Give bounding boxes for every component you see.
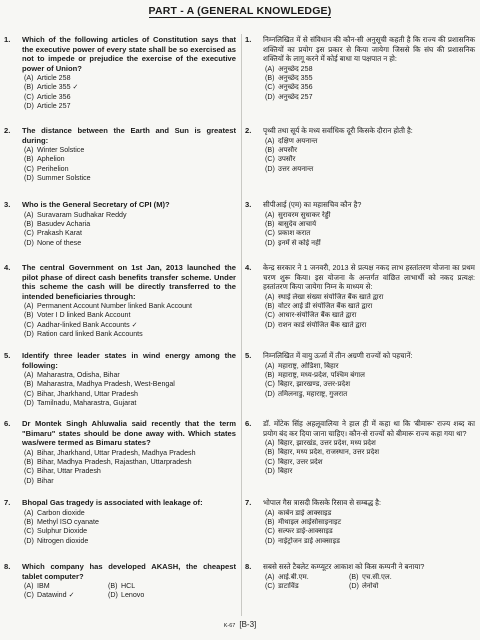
option-b: (B) एच.सी.एल. <box>349 572 392 581</box>
option-a: (A) IBM <box>24 582 50 590</box>
option-d: (D) उत्तर अयनान्त <box>265 164 314 173</box>
section-title: PART - A (GENERAL KNOWLEDGE) <box>148 5 332 17</box>
booklet-code: K-67 <box>223 623 236 629</box>
tick-mark-icon: ✓ <box>68 592 75 600</box>
option-d: (D) नाईट्रोजन डाई आक्साइड <box>265 536 340 545</box>
option-a: (A) Permanent Account Number linked Bank Account <box>24 302 192 310</box>
question-4-hi <box>245 263 475 330</box>
question-7-en <box>4 498 236 546</box>
option-a: (A) Carbon dioxide <box>24 508 85 517</box>
tick-mark-icon: ✓ <box>72 84 79 92</box>
question-text: Which of the following articles of Constitution says that the executive power of every state shall be so exercised as not to impede or prejudice the exercise of the executive power of Union? <box>22 35 236 73</box>
question-4-en <box>4 263 236 340</box>
question-text: भोपाल गैस त्रासदी किसके रिसाव से सम्बद्ध है: <box>263 498 381 507</box>
option-c: (C) Bihar, Uttar Pradesh <box>24 467 101 476</box>
option-c: (C) सल्फर डाई-आक्साइड <box>265 527 333 536</box>
question-1-hi <box>245 35 475 102</box>
question-number: 3. <box>4 200 11 209</box>
question-text: Identify three leader states in wind energy among the following: <box>22 351 236 370</box>
option-c: (C) उपसौर <box>265 155 296 164</box>
option-b: (B) Methyl ISO cyanate <box>24 517 99 526</box>
option-b: (B) Voter I D linked Bank Account <box>24 311 131 320</box>
option-c: (C) Sulphur Dioxide <box>24 527 88 536</box>
option-c: (C) Prakash Karat <box>24 229 82 238</box>
question-3-en <box>4 200 236 248</box>
tick-mark-icon: ✓ <box>131 321 138 329</box>
question-6-en <box>4 419 236 486</box>
question-number: 2. <box>4 126 11 135</box>
column-divider <box>241 34 242 616</box>
option-d: (D) Tamilnadu, Maharastra, Gujarat <box>24 399 137 408</box>
option-b: (B) महाराष्ट्र, मध्य-प्रदेश, पश्चिम बंगाल <box>265 370 365 379</box>
option-c: (C) Perihelion <box>24 164 69 173</box>
option-c: (C) बिहार, उत्तर प्रदेश <box>265 457 323 466</box>
option-b: (B) Basudev Acharia <box>24 219 91 228</box>
question-text: Which company has developed AKASH, the cheapest tablet computer? <box>22 562 236 581</box>
option-a: (A) सुरावरम सुधाकर रेड्डी <box>265 210 331 219</box>
question-number: 8. <box>4 562 11 571</box>
question-number: 8. <box>245 562 252 571</box>
question-number: 6. <box>4 419 11 428</box>
question-text: Dr Montek Singh Ahluwalia said recently that the term "Bimaru" states should be done away with. Which states was/were termed as Bimaru states? <box>22 419 236 447</box>
option-c: (C) डाटाविंड <box>265 581 299 590</box>
option-d: (D) Nitrogen dioxide <box>24 536 89 545</box>
option-a: (A) दक्षिण अयनान्त <box>265 136 318 145</box>
question-text: सीपीआई (एम) का महासचिव कौन है? <box>263 200 362 209</box>
option-c: (C) Aadhar-linked Bank Accounts ✓ <box>24 320 138 329</box>
question-number: 3. <box>245 200 252 209</box>
question-number: 7. <box>245 498 252 507</box>
question-text: पृथ्वी तथा सूर्य के मध्य सर्वाधिक दूरी किसके दौरान होती है: <box>263 126 413 135</box>
question-number: 1. <box>4 35 11 44</box>
option-a: (A) स्थाई लेखा संख्या संयोजित बैंक खाते द्वारा <box>265 292 384 301</box>
option-d: (D) Ration card linked Bank Accounts <box>24 330 143 339</box>
question-text: सबसे सस्ते टैबलेट कम्प्यूटर आकाश को किस कम्पनी ने बनाया? <box>263 562 425 571</box>
option-a: (A) Maharastra, Odisha, Bihar <box>24 371 120 379</box>
option-a: (A) Bihar, Jharkhand, Uttar Pradesh, Madhya Pradesh <box>24 448 196 457</box>
question-number: 6. <box>245 419 252 428</box>
question-8-hi <box>245 562 475 591</box>
question-number: 4. <box>4 263 11 272</box>
question-text: डॉ. मोंटेक सिंह अहलूवालिया ने हाल ही में कहा था कि 'बीमारू' राज्य शब्द का प्रयोग बंद कर दिया जाना चाहिए। कौन-से राज्यों को बीमारू राज्य कहा गया था? <box>263 419 475 438</box>
option-a: (A) Suravaram Sudhakar Reddy <box>24 210 127 219</box>
option-d: (D) None of these <box>24 238 82 247</box>
option-c: (C) Bihar, Jharkhand, Uttar Pradesh <box>24 389 138 398</box>
question-5-hi <box>245 351 475 399</box>
question-number: 1. <box>245 35 252 44</box>
option-a: (A) कार्बन डाई आक्साइड <box>265 508 332 517</box>
question-1-en <box>4 35 236 112</box>
option-a: (A) Article 258 <box>24 74 71 82</box>
option-a: (A) अनुच्छेद 258 <box>265 64 313 73</box>
option-d: (D) बिहार <box>265 467 293 476</box>
option-d: (D) Summer Solstice <box>24 174 91 183</box>
question-number: 7. <box>4 498 11 507</box>
question-8-en <box>4 562 236 601</box>
page-number: [B-3] <box>239 620 257 629</box>
option-b: (B) Aphelion <box>24 155 65 164</box>
option-b: (B) मीथाइल आईसोसाइनाइट <box>265 517 342 526</box>
question-2-en <box>4 126 236 184</box>
option-b: (B) Article 355 ✓ <box>24 83 79 92</box>
question-text: The distance between the Earth and Sun is greatest during: <box>22 126 236 145</box>
option-a: (A) आई.बी.एम. <box>265 572 309 581</box>
option-d: (D) इनमें से कोई नहीं <box>265 238 321 247</box>
option-d: (D) Lenovo <box>108 591 145 600</box>
question-2-hi <box>245 126 475 174</box>
question-number: 5. <box>4 351 11 360</box>
option-b: (B) Maharastra, Madhya Pradesh, West-Bengal <box>24 380 175 389</box>
option-b: (B) अपसौर <box>265 145 297 154</box>
option-d: (D) अनुच्छेद 257 <box>265 92 313 101</box>
option-c: (C) आधार-संयोजित बैंक खाते द्वारा <box>265 311 357 320</box>
option-b: (B) बिहार, मध्य प्रदेश, राजस्थान, उत्तर प्रदेश <box>265 448 380 457</box>
question-number: 5. <box>245 351 252 360</box>
option-b: (B) बासुदेव आचार्य <box>265 219 317 228</box>
question-3-hi <box>245 200 475 248</box>
option-b: (B) HCL <box>108 582 136 590</box>
question-5-en <box>4 351 236 409</box>
question-7-hi <box>245 498 475 546</box>
option-a: (A) बिहार, झारखंड, उत्तर प्रदेश, मध्य प्रदेश <box>265 439 376 447</box>
question-number: 4. <box>245 263 252 272</box>
question-text: The central Government on 1st Jan, 2013 launched the pilot phase of direct cash benefits transfer scheme. Under this scheme the cash will be directly transferred to the intended beneficiaries through: <box>22 263 236 301</box>
section-header <box>0 5 480 17</box>
option-c: (C) बिहार, झारखण्ड, उत्तर-प्रदेश <box>265 380 351 389</box>
option-d: (D) Article 257 <box>24 102 71 111</box>
option-b: (B) वोटर आई डी संयोजित बैंक खाते द्वारा <box>265 301 373 310</box>
option-a: (A) महाराष्ट्र, ओडिशा, बिहार <box>265 361 339 370</box>
option-c: (C) Datawind ✓ <box>24 591 75 600</box>
question-text: निम्नलिखित में से संविधान की कौन-सी अनुसूची कहती है कि राज्य की प्रशासनिक शक्तियों का प्रयोग इस प्रकार से किया जायेगा जिससे कि संघ की प्रशासनिक शक्तियों के लागू करने में कोई बाधा या पक्षपात न हो: <box>263 35 475 63</box>
question-text: Who is the General Secretary of CPI (M)? <box>22 200 170 209</box>
option-b: (B) Bihar, Madhya Pradesh, Rajasthan, Uttarpradesh <box>24 457 192 466</box>
option-d: (D) तमिलनाडु, महाराष्ट्र, गुजरात <box>265 389 348 398</box>
option-a: (A) Winter Solstice <box>24 146 85 154</box>
option-c: (C) प्रकाश करात <box>265 229 311 238</box>
option-d: (D) राशन कार्ड संयोजित बैंक खाते द्वारा <box>265 320 367 329</box>
question-text: निम्नलिखित में वायु ऊर्जा में तीन अग्रणी राज्यों को पहचानें: <box>263 351 413 360</box>
option-b: (B) अनुच्छेद 355 <box>265 73 313 82</box>
option-c: (C) अनुच्छेद 356 <box>265 83 313 92</box>
question-text: Bhopal Gas tragedy is associated with leakage of: <box>22 498 203 507</box>
option-c: (C) Article 356 <box>24 92 71 101</box>
page-footer <box>0 620 480 629</box>
question-text: केन्द्र सरकार ने 1 जनवरी, 2013 से प्रत्यक्ष नकद लाभ हस्तांतरण योजना का प्रथम चरण शुरू किया। इस योजना के अन्तर्गत वांछित लाभार्थी को नकद प्रत्यक्ष: हस्तांतरण किया जायेगा निम्न के माध्यम से: <box>263 263 475 291</box>
question-number: 2. <box>245 126 252 135</box>
option-d: (D) लेनोवो <box>349 581 379 590</box>
option-d: (D) Bihar <box>24 476 54 485</box>
question-6-hi <box>245 419 475 477</box>
